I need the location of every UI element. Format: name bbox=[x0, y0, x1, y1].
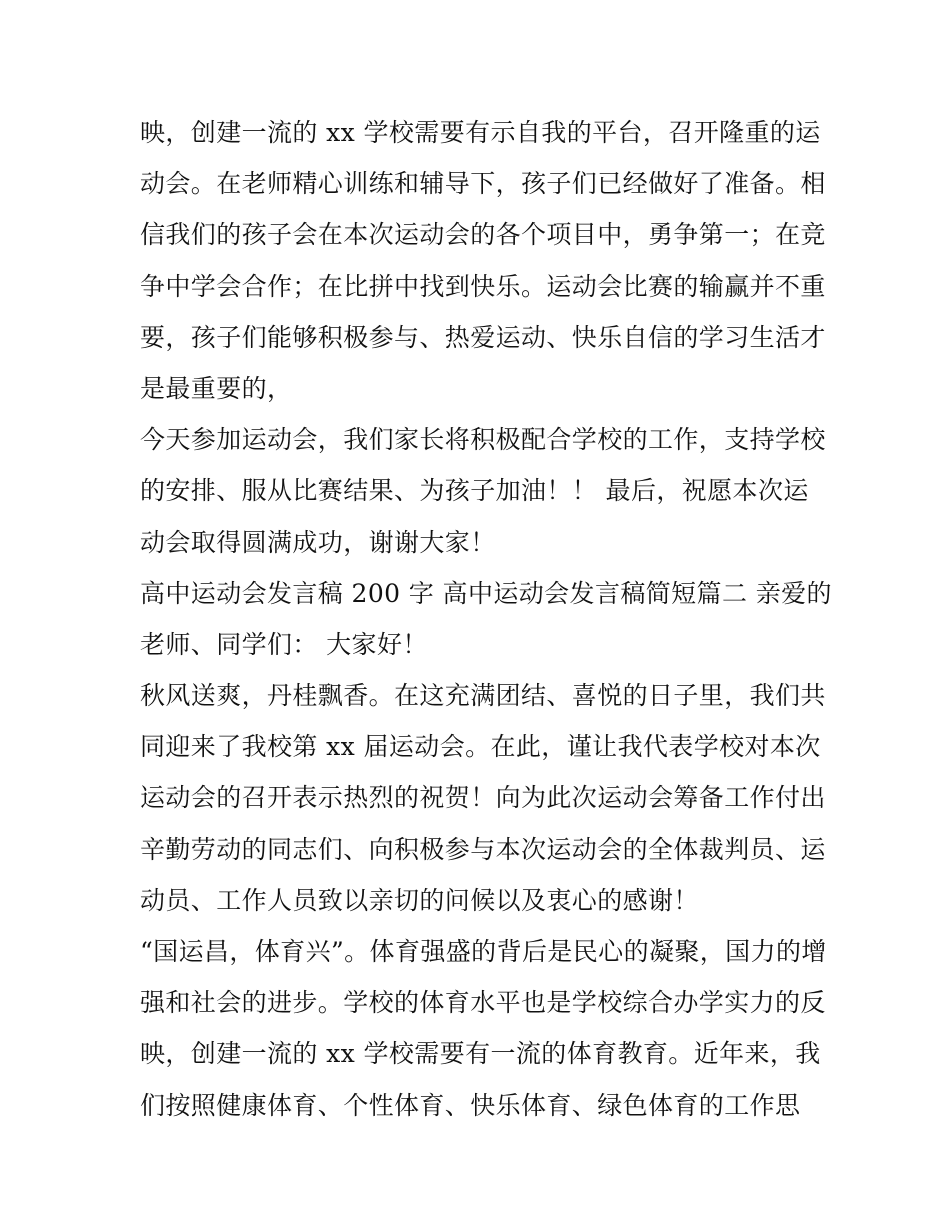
document-body bbox=[140, 107, 832, 1131]
text-line: 是最重要的， bbox=[140, 373, 293, 403]
text-line: 争中学会合作；在比拼中找到快乐。运动会比赛的输赢并不重 bbox=[140, 271, 826, 301]
text-line: 们按照健康体育、个性体育、快乐体育、绿色体育的工作思 bbox=[140, 1090, 801, 1120]
text-line: 辛勤劳动的同志们、向积极参与本次运动会的全体裁判员、运 bbox=[140, 834, 826, 864]
text-line: 高中运动会发言稿 200 字 高中运动会发言稿简短篇二 亲爱的 bbox=[140, 578, 832, 608]
text-line: 今天参加运动会，我们家长将积极配合学校的工作，支持学校 bbox=[140, 425, 826, 455]
text-line: 运动会的召开表示热烈的祝贺！向为此次运动会筹备工作付出 bbox=[140, 783, 826, 813]
text-line: 同迎来了我校第 xx 届运动会。在此，谨让我代表学校对本次 bbox=[140, 732, 821, 762]
text-line: 映，创建一流的 xx 学校需要有一流的体育教育。近年来，我 bbox=[140, 1039, 821, 1069]
text-line: 秋风送爽，丹桂飘香。在这充满团结、喜悦的日子里，我们共 bbox=[140, 681, 826, 711]
text-line: 动会。在老师精心训练和辅导下，孩子们已经做好了准备。相 bbox=[140, 169, 826, 199]
text-line: 动员、工作人员致以亲切的问候以及衷心的感谢！ bbox=[140, 885, 699, 915]
text-line: 动会取得圆满成功，谢谢大家！ bbox=[140, 527, 496, 557]
text-line: 映，创建一流的 xx 学校需要有示自我的平台，召开隆重的运 bbox=[140, 118, 821, 147]
text-line: 信我们的孩子会在本次运动会的各个项目中，勇争第一；在竞 bbox=[140, 220, 826, 250]
text-line: 强和社会的进步。学校的体育水平也是学校综合办学实力的反 bbox=[140, 988, 826, 1018]
text-line: “国运昌，体育兴”。体育强盛的背后是民心的凝聚，国力的增 bbox=[140, 937, 827, 966]
text-line: 老师、同学们： 大家好！ bbox=[140, 629, 428, 659]
text-line: 的安排、服从比赛结果、为孩子加油！！ 最后，祝愿本次运 bbox=[140, 476, 809, 506]
text-line: 要，孩子们能够积极参与、热爱运动、快乐自信的学习生活才 bbox=[140, 322, 826, 352]
